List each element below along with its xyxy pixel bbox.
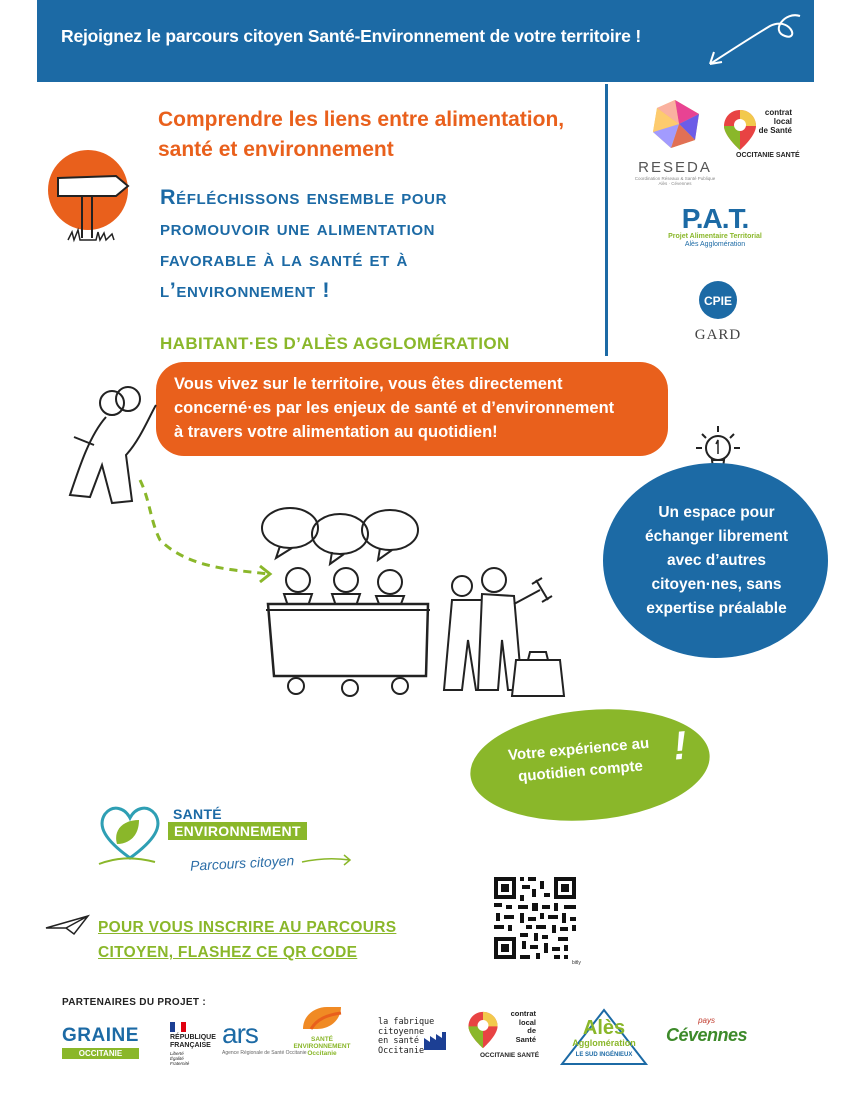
reseda-gem-icon [645,96,705,152]
ars-subtitle: Agence Régionale de Santé Occitanie [222,1050,307,1056]
blue-callout: Un espace pour échanger librement avec d’autres citoyen·nes, sans expertise préalable [603,463,828,658]
green-swoosh-arrow [300,850,355,870]
ars-logo: ars [222,1018,258,1049]
cart-group-illustration [250,500,570,710]
parcours-citoyen-label: Parcours citoyen [189,852,295,874]
pse-occitanie-logo: SANTÉ ENVIRONNEMENT Occitanie [290,1005,354,1057]
french-flag-icon [170,1022,186,1032]
audience-label: HABITANT·ES D’ALÈS AGGLOMÉRATION [160,334,510,353]
qr-code[interactable] [492,875,580,965]
reseda-logo: RESEDA Coordination Réseaux & Santé Publique Alès · Cévennes [625,96,725,186]
partners-title: PARTENAIRES DU PROJET : [62,997,206,1008]
banner-title: Rejoignez le parcours citoyen Santé-Environnement de votre territoire ! [61,26,641,46]
partner-map-pin-icon [466,1010,500,1050]
heart-leaf-icon [95,800,165,870]
cpie-logo: CPIE GARD [688,280,748,344]
factory-icon [422,1030,448,1052]
environnement-label: ENVIRONNEMENT [168,822,307,840]
graine-logo: GRAINE OCCITANIE [62,1025,139,1058]
curly-arrow-icon [690,6,810,76]
cpie-emblem-icon [698,280,738,320]
subtitle: Comprendre les liens entre alimentation, santé et environnement [158,108,565,161]
sante-label: SANTÉ [173,806,222,822]
top-banner [37,0,814,82]
orange-callout: Vous vivez sur le territoire, vous êtes directement concerné·es par les enjeux de santé et d’environnement à travers votre alimentation au quotidien! [156,362,668,456]
republique-francaise-logo: RÉPUBLIQUE FRANÇAISE Liberté Égalité Fraternité [170,1022,216,1066]
registration-cta[interactable]: POUR VOUS INSCRIRE AU PARCOURS CITOYEN, FLASHEZ CE QR CODE [98,919,397,961]
headline: Réfléchissons ensemble pour promouvoir une alimentation favorable à la santé et à l’environnement ! [160,185,448,302]
pse-shape-icon [297,1005,347,1031]
cpie-emblem-text: CPIE [703,294,733,308]
paper-plane-icon [44,914,90,936]
pays-cevennes-logo: pays Cévennes [666,1016,748,1045]
qr-caption: bitly [572,960,581,966]
ales-line3: LE SUD INGÉNIEUX [575,1052,633,1058]
ales-name: Alès [582,1017,626,1039]
fabrique-citoyenne-logo: la fabrique citoyenne en santé Occitanie [378,1017,435,1056]
pat-logo: P.A.T. Projet Alimentaire Territorial Alès Agglomération [668,203,762,248]
green-callout: Votre expérience au quotidien compte ! [466,700,715,830]
map-pin-icon [722,108,758,152]
signpost-icon [46,160,136,250]
divider-line [605,84,608,356]
ales-agglomeration-logo [558,1008,650,1068]
ales-line2: Agglomération [572,1038,636,1048]
